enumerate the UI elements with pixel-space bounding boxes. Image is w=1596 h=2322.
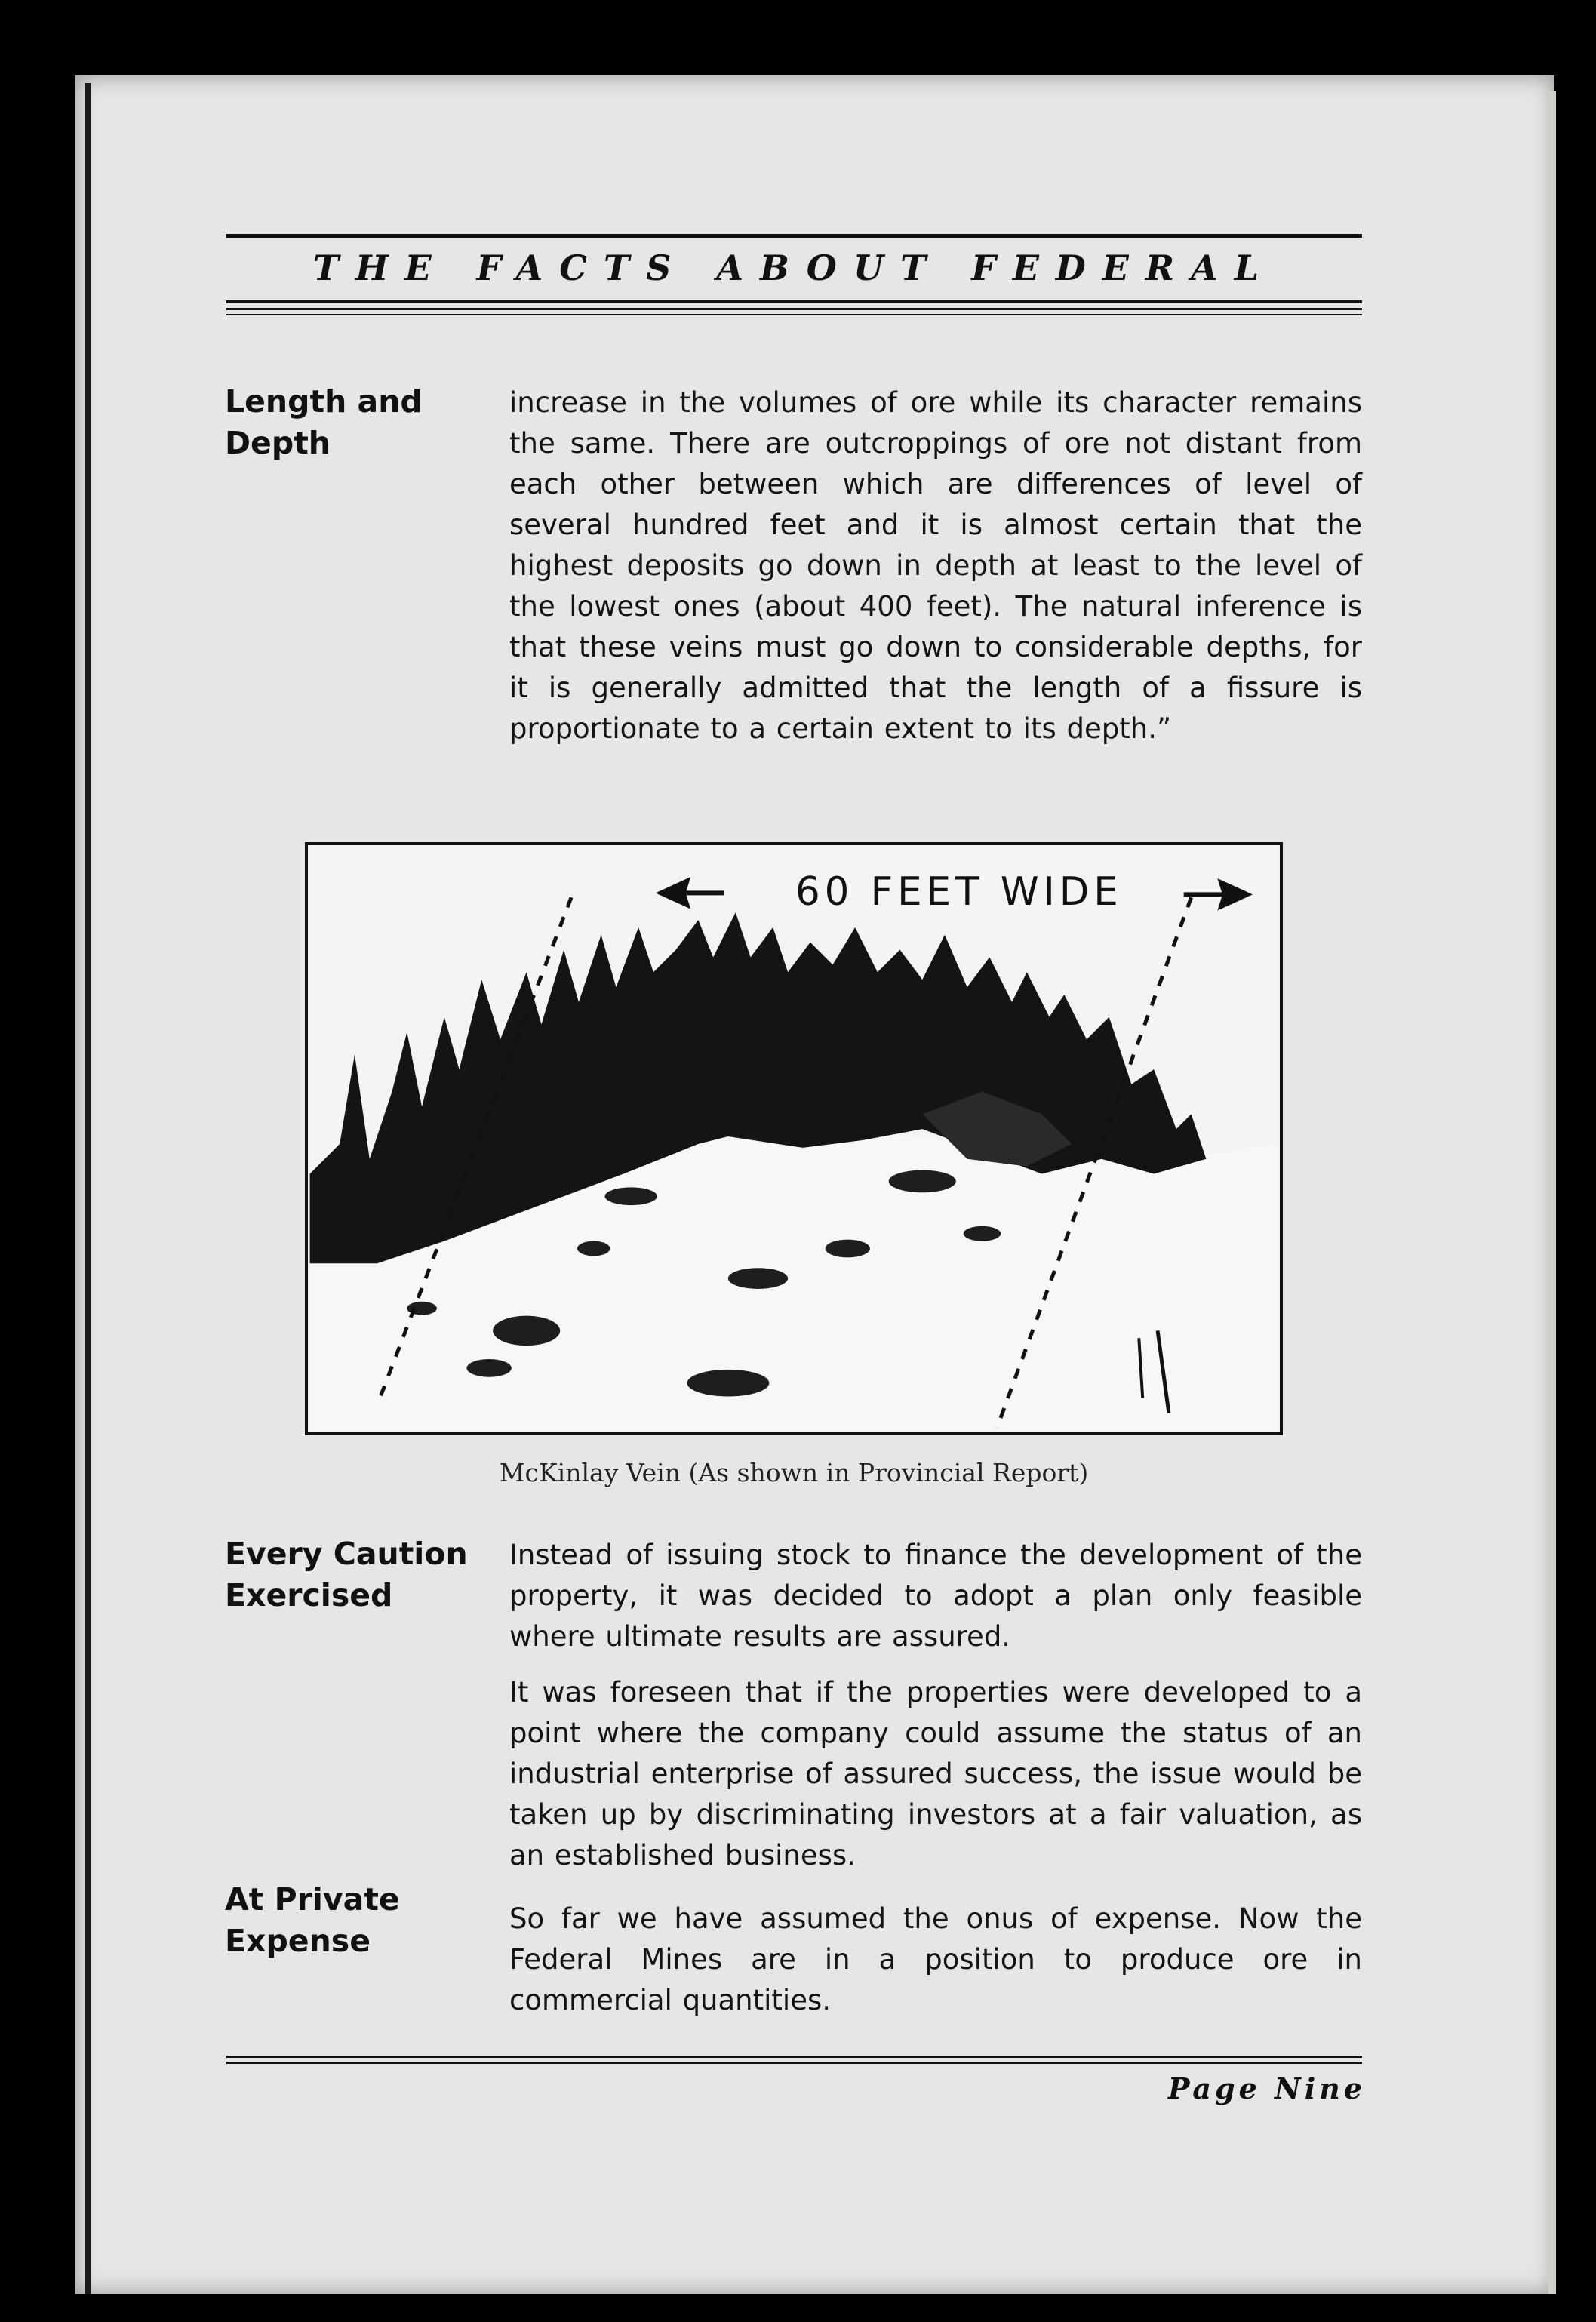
book-binding-edge — [85, 83, 91, 2294]
paragraph-length-depth: increase in the volumes of ore while its character remains the same. There are outcroppings of ore not distant from each other between which are differences of level of several hundred feet and it is almost certain that the highest deposits go down in depth at least to the level of the lowest ones (about 400 feet). The natural inference is that these veins must go down to considerable depths, for it is generally admitted that the length of a fissure is proportionate to a certain extent to its depth.” — [509, 386, 1362, 745]
margin-heading-length-depth: Length and Depth — [225, 383, 423, 461]
header-bottom-rule-2 — [226, 308, 1362, 310]
header-bottom-rule-1 — [226, 300, 1362, 303]
margin-heading-private-expense: At Private Expense — [225, 1881, 400, 1959]
margin-heading-every-caution: Every Caution Exercised — [225, 1536, 468, 1613]
footer-rule-2 — [226, 2062, 1362, 2064]
paragraph-every-caution-1: Instead of issuing stock to finance the development of the property, it was decided to adopt a plan only feasible where ultimate results are assured. — [509, 1539, 1362, 1653]
header-top-rule — [226, 234, 1362, 238]
header-bottom-rule-3 — [226, 314, 1362, 315]
footer-rule-1 — [226, 2056, 1362, 2058]
paragraph-private-expense: So far we have assumed the onus of expense. Now the Federal Mines are in a position to produce ore in commercial quantities. — [509, 1902, 1362, 2016]
mckinlay-vein-photo — [305, 842, 1283, 1435]
paragraph-every-caution-2: It was foreseen that if the properties were developed to a point where the company could assume the status of an industrial enterprise of assured success, the issue would be taken up by discriminating investors at a fair valuation, as an established business. — [509, 1676, 1362, 1871]
running-header: THE FACTS ABOUT FEDERAL — [312, 248, 1276, 288]
figure-caption: McKinlay Vein (As shown in Provincial Report) — [499, 1458, 1089, 1487]
width-annotation: 60 FEET WIDE — [795, 869, 1123, 915]
page-number: Page Nine — [1167, 2071, 1366, 2105]
page-right-edge — [1548, 91, 1556, 2294]
